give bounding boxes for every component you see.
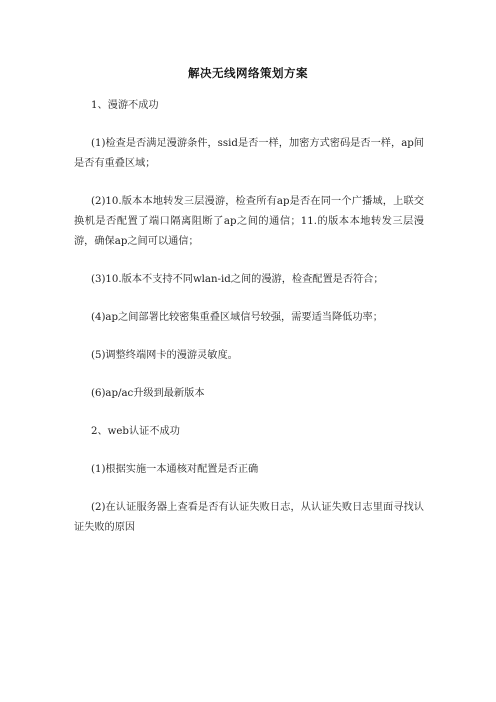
paragraph-roaming-wlan-id: (3)10.版本不支持不同wlan-id之间的漫游，检查配置是否符合； bbox=[91, 274, 384, 285]
paragraph-roaming-check-conditions: (1)检查是否满足漫游条件，ssid是否一样，加密方式密码是否一样，ap间是否有重叠区域； bbox=[74, 138, 424, 169]
paragraph-heading-roaming: 1、漫游不成功 bbox=[91, 100, 159, 111]
paragraph-roaming-power: (4)ap之间部署比较密集重叠区域信号较强，需要适当降低功率； bbox=[91, 312, 383, 323]
paragraph-roaming-upgrade: (6)ap/ac升级到最新版本 bbox=[91, 388, 205, 399]
document-title: 解决无线网络策划方案 bbox=[188, 66, 308, 80]
paragraph-roaming-sensitivity: (5)调整终端网卡的漫游灵敏度。 bbox=[91, 350, 238, 361]
paragraph-roaming-layer3: (2)10.版本本地转发三层漫游，检查所有ap是否在同一个广播域，上联交换机是否配置了端口隔离阻断了ap之间的通信；11.的版本本地转发三层漫游，确保ap之间可以通信； bbox=[74, 196, 424, 247]
paragraph-web-auth-config: (1)根据实施一本通核对配置是否正确 bbox=[91, 464, 259, 475]
paragraph-heading-web-auth: 2、web认证不成功 bbox=[91, 426, 180, 437]
paragraph-web-auth-logs: (2)在认证服务器上查看是否有认证失败日志，从认证失败日志里面寻找认证失败的原因 bbox=[74, 502, 424, 533]
document-body bbox=[74, 96, 424, 538]
